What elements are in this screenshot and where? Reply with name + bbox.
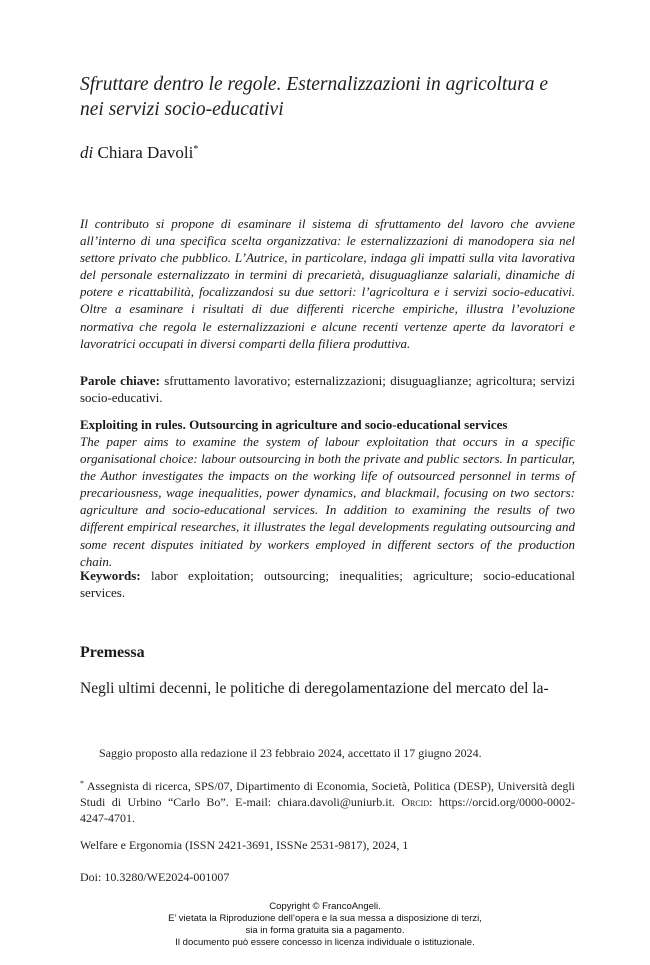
- abstract-english: The paper aims to examine the system of labour exploitation that occurs in a specific organisational choice: labour outsourcing in both the private and public sectors. In particular, the Author investigates the impacts on the working life of outsourced personnel in terms of precariousness, wage inequalities, power dynamics, and blackmail, focusing on two sectors: agriculture and socio-educational services. In addition to examining the results of two different empirical researches, it illustrates the legal developments regulating outsourcing and some recent disputes initiated by workers employed in different sectors of the production chain.: [80, 434, 575, 569]
- journal-info: Welfare e Ergonomia (ISSN 2421-3691, ISSNe 2531-9817), 2024, 1: [80, 838, 409, 852]
- section-heading: Premessa: [80, 644, 145, 661]
- copyright-line-1: Copyright © FrancoAngeli.: [269, 901, 381, 912]
- footnote-text: Assegnista di ricerca, SPS/07, Dipartimento di Economia, Società, Politica (DESP), Università degli Studi di Urbino “Carlo Bo”. E-mail: chiara.davoli@uniurb.it.: [80, 779, 575, 809]
- keywords-italian-label: Parole chiave:: [80, 373, 160, 388]
- author-line: [80, 139, 575, 164]
- keywords-english-list: labor exploitation; outsourcing; inequalities; agriculture; socio-educational services.: [80, 568, 575, 601]
- keywords-italian: [80, 372, 575, 406]
- doi: Doi: 10.3280/WE2024-001007: [80, 870, 230, 884]
- footnote-mark: *: [80, 779, 84, 788]
- author-prefix: di: [80, 143, 94, 162]
- copyright-line-3: sia in forma gratuita sia a pagamento.: [245, 925, 405, 936]
- author-footnote-mark: *: [193, 144, 199, 155]
- submission-dates: Saggio proposto alla redazione il 23 febbraio 2024, accettato il 17 giugno 2024.: [99, 746, 482, 760]
- article-title: Sfruttare dentro le regole. Esternalizzazioni in agricoltura e nei servizi socio-educativi: [80, 74, 548, 120]
- copyright-line-4: Il documento può essere concesso in licenza individuale o istituzionale.: [175, 937, 475, 948]
- orcid-label: Orcid:: [401, 795, 433, 809]
- keywords-english-label: Keywords:: [80, 568, 141, 583]
- author-footnote: [80, 776, 575, 826]
- copyright-notice: [0, 901, 650, 949]
- keywords-italian-list: sfruttamento lavorativo; esternalizzazioni; disuguaglianze; agricoltura; servizi socio-educativi.: [80, 373, 575, 406]
- orcid-link[interactable]: https://orcid.org/0000-0002-4247-4701.: [80, 795, 576, 825]
- abstract-italian: Il contributo si propone di esaminare il sistema di sfruttamento del lavoro che avviene all’interno di una specifica scelta organizzativa: le esternalizzazioni di manodopera sia nel settore privato che pubblico. L’Autrice, in particolare, indaga gli impatti sulla vita lavorativa del personale esternalizzato in termini di precarietà, disuguaglianze salariali, dinamiche di potere e ricattabilità, focalizzandosi su due settori: l’agricoltura e i servizi socio-educativi. Oltre a esaminare i risultati di due differenti ricerche empiriche, illustra l’evoluzione normativa che regola le esternalizzazioni e alcune recenti vertenze aperte da lavoratori e lavoratrici occupati in diversi comparti della filiera produttiva.: [80, 216, 575, 351]
- keywords-english: [80, 567, 575, 601]
- copyright-line-2: E’ vietata la Riproduzione dell’opera e la sua messa a disposizione di terzi,: [168, 913, 482, 924]
- body-first-line: Negli ultimi decenni, le politiche di deregolamentazione del mercato del la-: [80, 680, 549, 697]
- author-name: Chiara Davoli: [97, 143, 194, 162]
- english-title: Exploiting in rules. Outsourcing in agriculture and socio-educational services: [80, 417, 508, 432]
